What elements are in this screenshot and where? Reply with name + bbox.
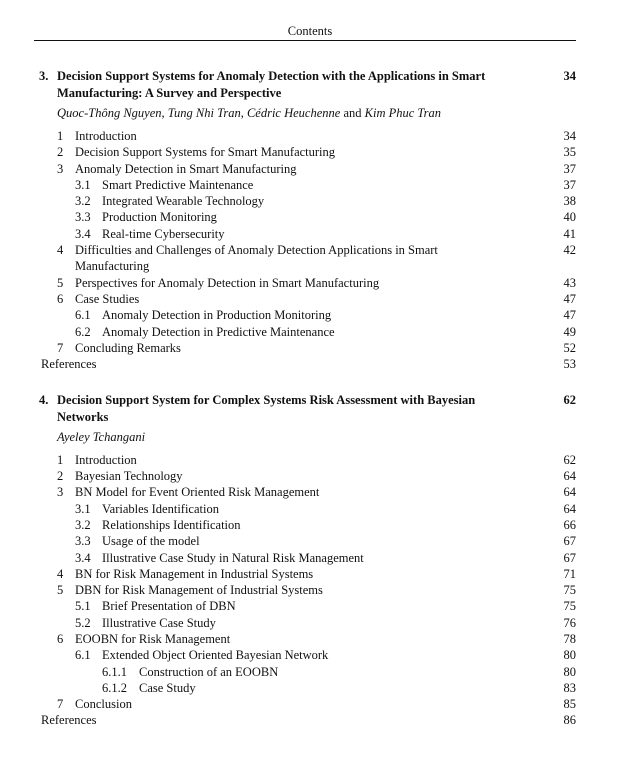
- toc-entry[interactable]: 5 Perspectives for Anomaly Detection in Smart Manufacturing 43: [57, 276, 576, 290]
- toc-subentry[interactable]: 6.2 Anomaly Detection in Predictive Maintenance 49: [75, 325, 576, 339]
- chapter-title-line2: Networks: [57, 410, 109, 424]
- chapter-authors: Quoc-Thông Nguyen, Tung Nhi Tran, Cédric Heuchenne and Kim Phuc Tran: [57, 106, 442, 120]
- toc-entry[interactable]: 6 EOOBN for Risk Management 78: [57, 632, 576, 646]
- toc-references-entry[interactable]: References 53: [41, 357, 576, 371]
- toc-subsubentry[interactable]: 6.1.1 Construction of an EOOBN 80: [102, 665, 576, 679]
- chapter-number: 4.: [39, 393, 49, 407]
- toc-entry[interactable]: 5 DBN for Risk Management of Industrial Systems 75: [57, 583, 576, 597]
- toc-subentry[interactable]: 3.3 Usage of the model 67: [75, 534, 576, 548]
- chapter-authors: [57, 429, 145, 445]
- toc-entry[interactable]: 7 Concluding Remarks 52: [57, 341, 576, 355]
- toc-entry[interactable]: 2 Decision Support Systems for Smart Manufacturing 35: [57, 145, 576, 159]
- toc-subentry[interactable]: 3.1 Smart Predictive Maintenance 37: [75, 178, 576, 192]
- toc-subentry[interactable]: 3.4 Illustrative Case Study in Natural Risk Management 67: [75, 551, 576, 565]
- chapter-title-line1: Decision Support System for Complex Systems Risk Assessment with Bayesian: [57, 393, 476, 407]
- author: Cédric Heuchenne: [246, 106, 341, 120]
- toc-subentry[interactable]: 3.2 Integrated Wearable Technology 38: [75, 194, 576, 208]
- toc-entry[interactable]: 2 Bayesian Technology 64: [57, 469, 576, 483]
- toc-subentry[interactable]: 3.4 Real-time Cybersecurity 41: [75, 227, 576, 241]
- toc-subentry[interactable]: 3.2 Relationships Identification 66: [75, 518, 576, 532]
- toc-entry[interactable]: 4 BN for Risk Management in Industrial Systems 71: [57, 567, 576, 581]
- chapter-title: [57, 392, 527, 426]
- chapter-title-line2: Manufacturing: A Survey and Perspective: [57, 86, 282, 100]
- toc-subentry[interactable]: 5.2 Illustrative Case Study 76: [75, 616, 576, 630]
- page-header-title: Contents: [287, 24, 333, 38]
- chapter-page-number: 34: [563, 69, 576, 83]
- chapter-number: 3.: [39, 69, 49, 83]
- toc-entry[interactable]: 3 Anomaly Detection in Smart Manufacturing 37: [57, 162, 576, 176]
- toc-subentry[interactable]: 5.1 Brief Presentation of DBN 75: [75, 599, 576, 613]
- author: Tung Nhi Tran: [167, 106, 241, 120]
- toc-entry[interactable]: 1 Introduction 62: [57, 453, 576, 467]
- chapter-title-line1: Decision Support Systems for Anomaly Detection with the Applications in Smart: [57, 69, 486, 83]
- toc-entry[interactable]: 7 Conclusion 85: [57, 697, 576, 711]
- toc-subentry[interactable]: 3.1 Variables Identification 64: [75, 502, 576, 516]
- toc-entry[interactable]: 6 Case Studies 47: [57, 292, 576, 306]
- toc-entry[interactable]: 1 Introduction 34: [57, 129, 576, 143]
- toc-subentry[interactable]: 6.1 Anomaly Detection in Production Monitoring 47: [75, 308, 576, 322]
- toc-subentry[interactable]: 6.1 Extended Object Oriented Bayesian Network 80: [75, 648, 576, 662]
- toc-references-entry[interactable]: References 86: [41, 713, 576, 727]
- author: Ayeley Tchangani: [57, 430, 146, 444]
- toc-entry[interactable]: 3 BN Model for Event Oriented Risk Management 64: [57, 485, 576, 499]
- header-rule-divider: [34, 40, 576, 41]
- toc-subsubentry[interactable]: 6.1.2 Case Study 83: [102, 681, 576, 695]
- author: Kim Phuc Tran: [364, 106, 442, 120]
- author: Quoc-Thông Nguyen: [57, 106, 162, 120]
- chapter-page-number: 62: [563, 393, 576, 407]
- toc-entry[interactable]: 4 Difficulties and Challenges of Anomaly Detection Applications in Smart Manufacturing 42: [57, 243, 576, 273]
- toc-subentry[interactable]: 3.3 Production Monitoring 40: [75, 210, 576, 224]
- chapter-title: [57, 68, 527, 102]
